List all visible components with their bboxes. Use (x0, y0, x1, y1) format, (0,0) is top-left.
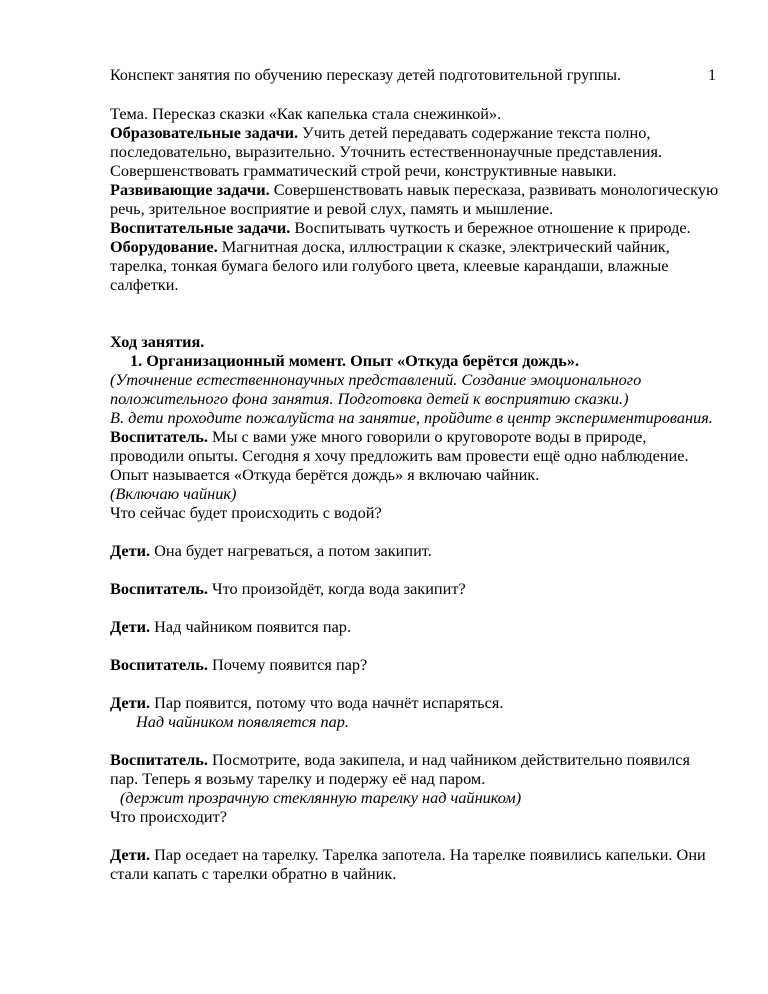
dialogue-text: Посмотрите, вода закипела, и над чайником действительно появился пар. Теперь я возьму тарелку и подержу её над паром. (110, 750, 690, 788)
dialogue-children-2 (110, 617, 720, 636)
spacer (110, 560, 720, 579)
children-label: Дети. (110, 541, 151, 560)
dialogue-teacher-1 (110, 427, 720, 484)
upbringing-goals-label: Воспитательные задачи. (110, 218, 291, 237)
lesson-note-2 (110, 408, 720, 427)
teacher-label: Воспитатель. (110, 579, 208, 598)
lesson-item-1: 1. Организационный момент. Опыт «Откуда берётся дождь». (130, 351, 580, 370)
stage-note-text: Над чайником появляется пар. (136, 712, 349, 731)
question-1: Что сейчас будет происходить с водой? (110, 503, 382, 522)
header-title: Конспект занятия по обучению пересказу детей подготовительной группы. (110, 67, 621, 84)
dialogue-text: Мы с вами уже много говорили о круговороте воды в природе, проводили опыты. Сегодня я хочу предложить вам провести ещё одно наблюдение. Опыт называется «Откуда берётся дождь» я включаю чайник. (110, 427, 689, 484)
spacer (110, 674, 720, 693)
spacer (110, 731, 720, 750)
dialogue-children-3 (110, 693, 720, 712)
stage-note-plate (110, 788, 720, 807)
spacer (110, 636, 720, 655)
page-number: 1 (708, 67, 716, 84)
lesson-heading (110, 332, 720, 351)
spacer (110, 522, 720, 541)
lesson-note-1 (110, 370, 720, 408)
dialogue-text: Пар появится, потому что вода начнёт испаряться. (150, 693, 504, 712)
dialogue-text: Что произойдёт, когда вода закипит? (207, 579, 466, 598)
children-label: Дети. (110, 693, 151, 712)
teacher-label: Воспитатель. (110, 427, 208, 446)
developmental-goals-label: Развивающие задачи. (110, 180, 270, 199)
dialogue-teacher-2 (110, 579, 720, 598)
educational-goals-label: Образовательные задачи. (110, 123, 299, 142)
dialogue-children-1 (110, 541, 720, 560)
spacer (110, 826, 720, 845)
stage-note-steam (110, 712, 720, 731)
dialogue-teacher-4 (110, 750, 720, 788)
running-header (110, 66, 716, 85)
educational-goals (110, 123, 720, 180)
spacer (110, 294, 720, 332)
lesson-heading-text: Ход занятия. (110, 332, 205, 351)
lesson-note-1-text: (Уточнение естественнонаучных представлений. Создание эмоционального положительного фона занятия. Подготовка детей к восприятию сказки.) (110, 370, 642, 408)
spacer (110, 598, 720, 617)
upbringing-goals-text: Воспитывать чуткость и бережное отношение к природе. (290, 218, 691, 237)
topic-line: Тема. Пересказ сказки «Как капелька стала снежинкой». (110, 104, 502, 123)
stage-note-text: (Включаю чайник) (110, 484, 237, 503)
stage-note-kettle (110, 484, 720, 503)
developmental-goals-text: Совершенствовать навык пересказа, развивать монологическую речь, зрительное восприятие и ревой слух, память и мышление. (110, 180, 719, 218)
dialogue-text: Она будет нагреваться, а потом закипит. (150, 541, 432, 560)
children-label: Дети. (110, 845, 151, 864)
lesson-note-2-text: В. дети проходите пожалуйста на занятие, пройдите в центр экспериментирования. (110, 408, 713, 427)
dialogue-text: Над чайником появится пар. (150, 617, 352, 636)
equipment-text: Магнитная доска, иллюстрации к сказке, электрический чайник, тарелка, тонкая бумага белого или голубого цвета, клеевые карандаши, влажные салфетки. (110, 237, 670, 294)
dialogue-children-4 (110, 845, 720, 883)
developmental-goals (110, 180, 720, 218)
children-label: Дети. (110, 617, 151, 636)
teacher-label: Воспитатель. (110, 655, 208, 674)
dialogue-text: Пар оседает на тарелку. Тарелка запотела. На тарелке появились капельки. Они стали капать с тарелки обратно в чайник. (110, 845, 706, 883)
teacher-label: Воспитатель. (110, 750, 208, 769)
dialogue-text: Почему появится пар? (207, 655, 368, 674)
equipment-label: Оборудование. (110, 237, 218, 256)
stage-note-text: (держит прозрачную стеклянную тарелку над чайником) (120, 788, 522, 807)
question-2: Что происходит? (110, 807, 227, 826)
dialogue-teacher-3 (110, 655, 720, 674)
educational-goals-text: Учить детей передавать содержание текста полно, последовательно, выразительно. Уточнить естественнонаучные представления. Совершенствовать грамматический строй речи, конструктивные навыки. (110, 123, 663, 180)
document-body (110, 104, 720, 883)
equipment (110, 237, 720, 294)
upbringing-goals (110, 218, 720, 237)
